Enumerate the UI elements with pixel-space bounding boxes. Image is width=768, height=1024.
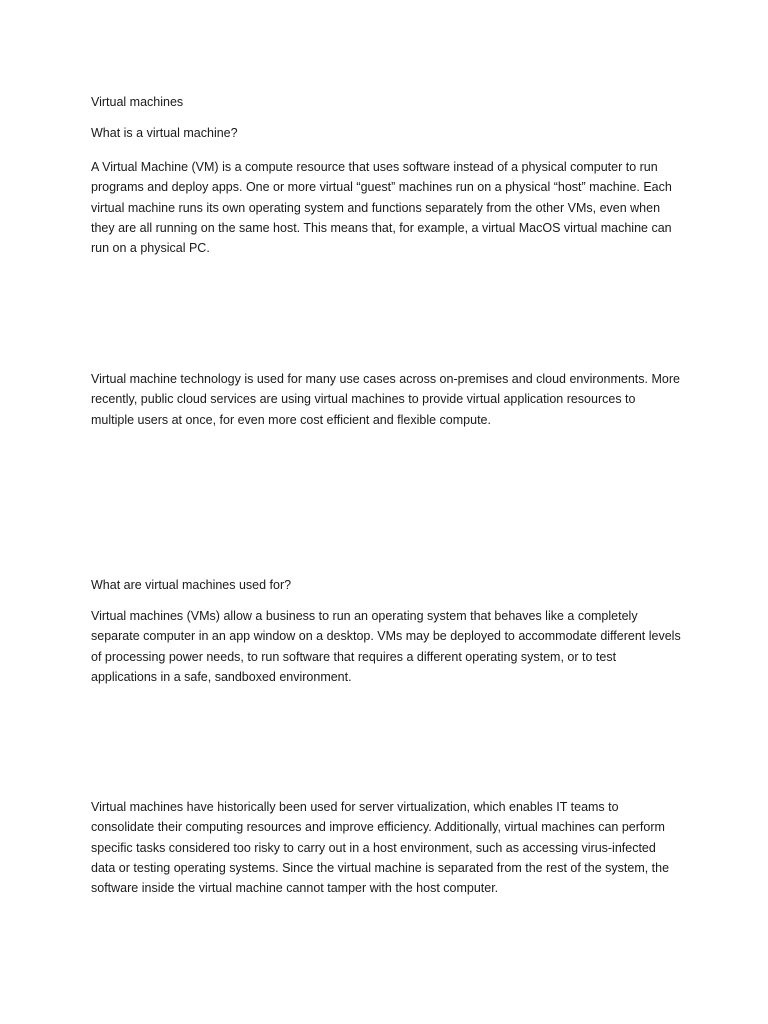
paragraph-vm-server-virtualization: Virtual machines have historically been used for server virtualization, which enables IT teams to consolidate their computing resources and improve efficiency. Additionally, virtual machines can perform specific tasks considered too risky to carry out in a host environment, such as accessing virus-infected data or testing operating systems. Since the virtual machine is separated from the rest of the system, the software inside the virtual machine cannot tamper with the host computer.: [91, 800, 670, 896]
paragraph-vm-business-uses: Virtual machines (VMs) allow a business to run an operating system that behaves like a completely separate computer in an app window on a desktop. VMs may be deployed to accommodate different levels of processing power needs, to run software that requires a different operating system, or to test applications in a safe, sandboxed environment.: [91, 609, 681, 684]
paragraph-vm-technology: Virtual machine technology is used for many use cases across on-premises and cloud environments. More recently, public cloud services are using virtual machines to provide virtual application resources to multiple users at once, for even more cost efficient and flexible compute.: [91, 372, 680, 427]
section-heading-vm-uses: What are virtual machines used for?: [91, 578, 292, 592]
paragraph-vm-definition: A Virtual Machine (VM) is a compute resource that uses software instead of a physical computer to run programs and deploy apps. One or more virtual “guest” machines run on a physical “host” machine. Each virtual machine runs its own operating system and functions separately from the other VMs, even when they are all running on the same host. This means that, for example, a virtual MacOS virtual machine can run on a physical PC.: [91, 160, 672, 256]
section-heading-what-is-vm: What is a virtual machine?: [91, 126, 238, 140]
document-title: Virtual machines: [91, 95, 184, 109]
